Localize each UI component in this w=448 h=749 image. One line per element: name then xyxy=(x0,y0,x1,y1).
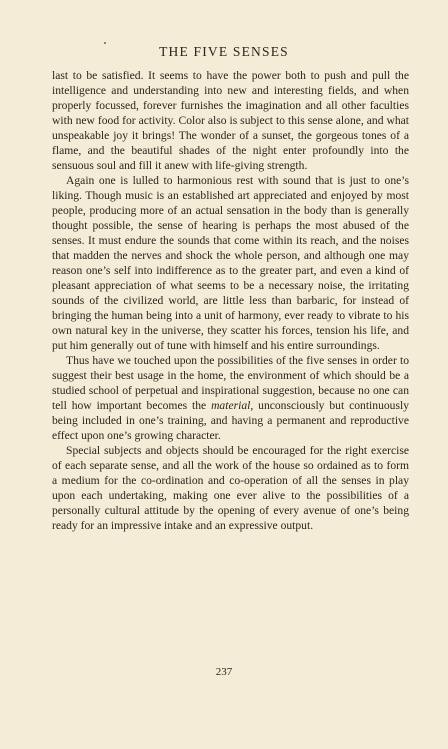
paragraph-3 xyxy=(52,353,409,443)
paragraph-3-text-after: unconsciously but continuously being included in one’s training, and having a permanent and reproductive effect upon one’s growing character. xyxy=(52,399,409,442)
paragraph-3-text-before: Thus have we touched upon the possibilities of the five senses in order to suggest their best usage in the home, the environment of which should be a studied school of perpetual and inspirational suggestion, because no one can tell how important becomes the xyxy=(52,354,409,412)
paragraph-2: Again one is lulled to harmonious rest with sound that is just to one’s liking. Though music is an established art appreciated and enjoyed by most people, producing more of an actual sensation in the body than is generally thought possible, the sense of hearing is perhaps the most abused of the senses. It must endure the sounds that come within its reach, and the noises that madden the nerves and shock the whole person, and although one may reason one’s self into indifference as to the greater part, and even a kind of pleasant appreciation of what seems to be a necessary noise, the irritating sounds of the civilized world, are little less than barbaric, for instead of bringing the human being into a unit of harmony, ever ready to vibrate to his own natural key in the universe, they scatter his forces, tension his life, and put him generally out of tune with himself and his entire surroundings. xyxy=(52,174,409,352)
body-text xyxy=(52,68,409,533)
paragraph-1: last to be satisfied. It seems to have the power both to push and pull the intelligence and understanding into new and interesting fields, and when properly focussed, forever furnishes the imagination and all other faculties with new food for activity. Color also is subject to this sense alone, and what unspeakable joy it brings! The wonder of a sunset, the gorgeous tones of a flame, and the beautiful shades of the night enter profoundly into the sensuous soul and fill it anew with life-giving strength. xyxy=(52,69,409,172)
running-head: THE FIVE SENSES xyxy=(159,44,289,59)
page-number: 237 xyxy=(215,666,233,678)
emphasized-word: material, xyxy=(211,399,254,412)
paragraph-4: Special subjects and objects should be encouraged for the right exercise of each separate sense, and all the work of the house so ordained as to form a medium for the co-ordination and co-operation of all the senses in play upon each undertaking, making one ever alive to the possibilities of a personally cultural attitude by the opening of every avenue of one’s being ready for an impressive intake and an expressive output. xyxy=(52,444,409,532)
